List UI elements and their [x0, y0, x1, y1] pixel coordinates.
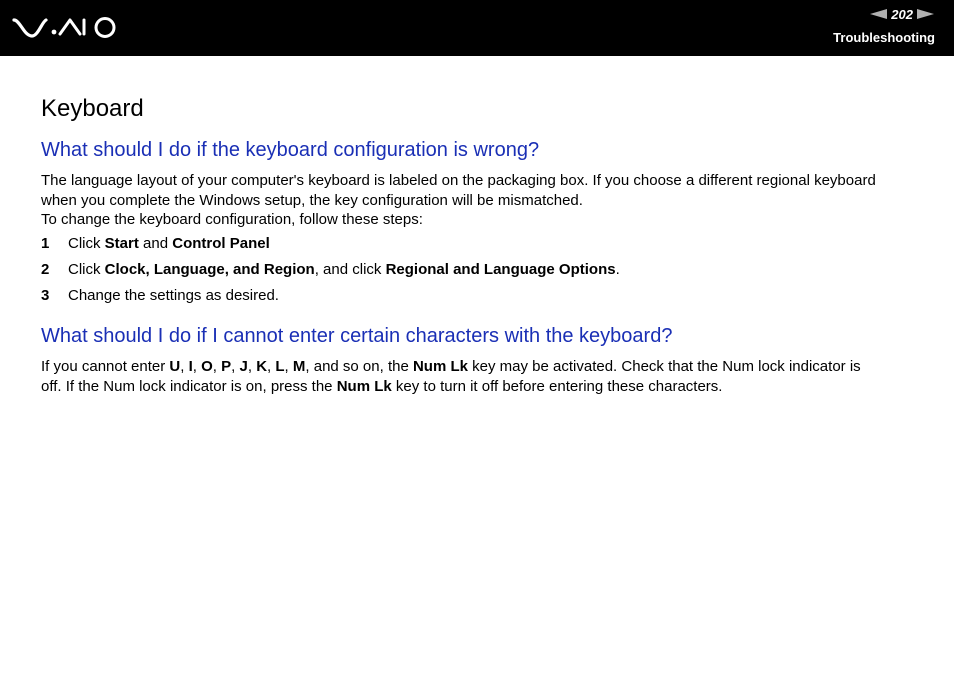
page-navigator — [870, 6, 934, 22]
key-name: P — [221, 358, 232, 375]
step-number: 1 — [41, 235, 50, 252]
question-heading-2: What should I do if I cannot enter certain characters with the keyboard? — [41, 325, 673, 347]
ui-term: Regional and Language Options — [385, 261, 616, 278]
page-header — [0, 0, 954, 56]
key-name: L — [275, 358, 285, 375]
paragraph-line: The language layout of your computer's keyboard is labeled on the packaging box. If you choose a different regional keyboard — [41, 172, 876, 189]
text: , — [267, 358, 276, 375]
page-title: Keyboard — [41, 95, 144, 122]
text: off. If the Num lock indicator is on, press the — [41, 377, 337, 395]
text: , — [212, 358, 222, 375]
text: , — [247, 358, 257, 375]
next-page-arrow-icon[interactable] — [917, 9, 934, 19]
key-name: O — [201, 358, 213, 375]
key-name: Num Lk — [412, 358, 468, 375]
ui-term: Clock, Language, and Region — [104, 261, 315, 278]
text: , and so on, the — [305, 358, 413, 375]
key-name: K — [256, 358, 268, 375]
step-1 — [41, 235, 270, 252]
vaio-logo-icon — [12, 14, 120, 42]
text: If you cannot enter — [41, 358, 170, 375]
step-2 — [41, 261, 620, 278]
step-text: Click — [68, 261, 105, 278]
text: , — [231, 358, 240, 375]
key-name: M — [292, 358, 306, 375]
step-number: 2 — [41, 261, 50, 278]
key-name: J — [239, 358, 248, 375]
paragraph-line: when you complete the Windows setup, the key configuration will be mismatched. — [41, 191, 583, 209]
key-name: U — [169, 358, 181, 375]
page-number: 202 — [891, 6, 913, 22]
previous-page-arrow-icon[interactable] — [870, 9, 887, 19]
step-text: Click — [68, 235, 105, 252]
step-3 — [41, 287, 279, 304]
step-text: , and click — [314, 261, 386, 278]
paragraph-line: To change the keyboard configuration, follow these steps: — [41, 211, 423, 228]
text: , — [284, 358, 293, 375]
ui-term: Start — [104, 235, 139, 252]
step-text: Change the settings as desired. — [68, 287, 279, 304]
key-name: I — [188, 358, 193, 375]
text: key may be activated. Check that the Num lock indicator is — [467, 358, 861, 375]
text: , — [180, 358, 189, 375]
text: , — [192, 358, 202, 375]
paragraph-layout-info — [41, 171, 921, 230]
paragraph-numlock — [41, 357, 921, 396]
ui-term: Control Panel — [172, 235, 270, 252]
text: key to turn it off before entering these characters. — [391, 377, 723, 395]
step-text: . — [615, 261, 620, 278]
key-name: Num Lk — [336, 377, 392, 395]
step-number: 3 — [41, 287, 50, 304]
section-title: Troubleshooting — [833, 30, 935, 45]
step-text: and — [138, 235, 173, 252]
question-heading-1: What should I do if the keyboard configuration is wrong? — [41, 139, 540, 161]
